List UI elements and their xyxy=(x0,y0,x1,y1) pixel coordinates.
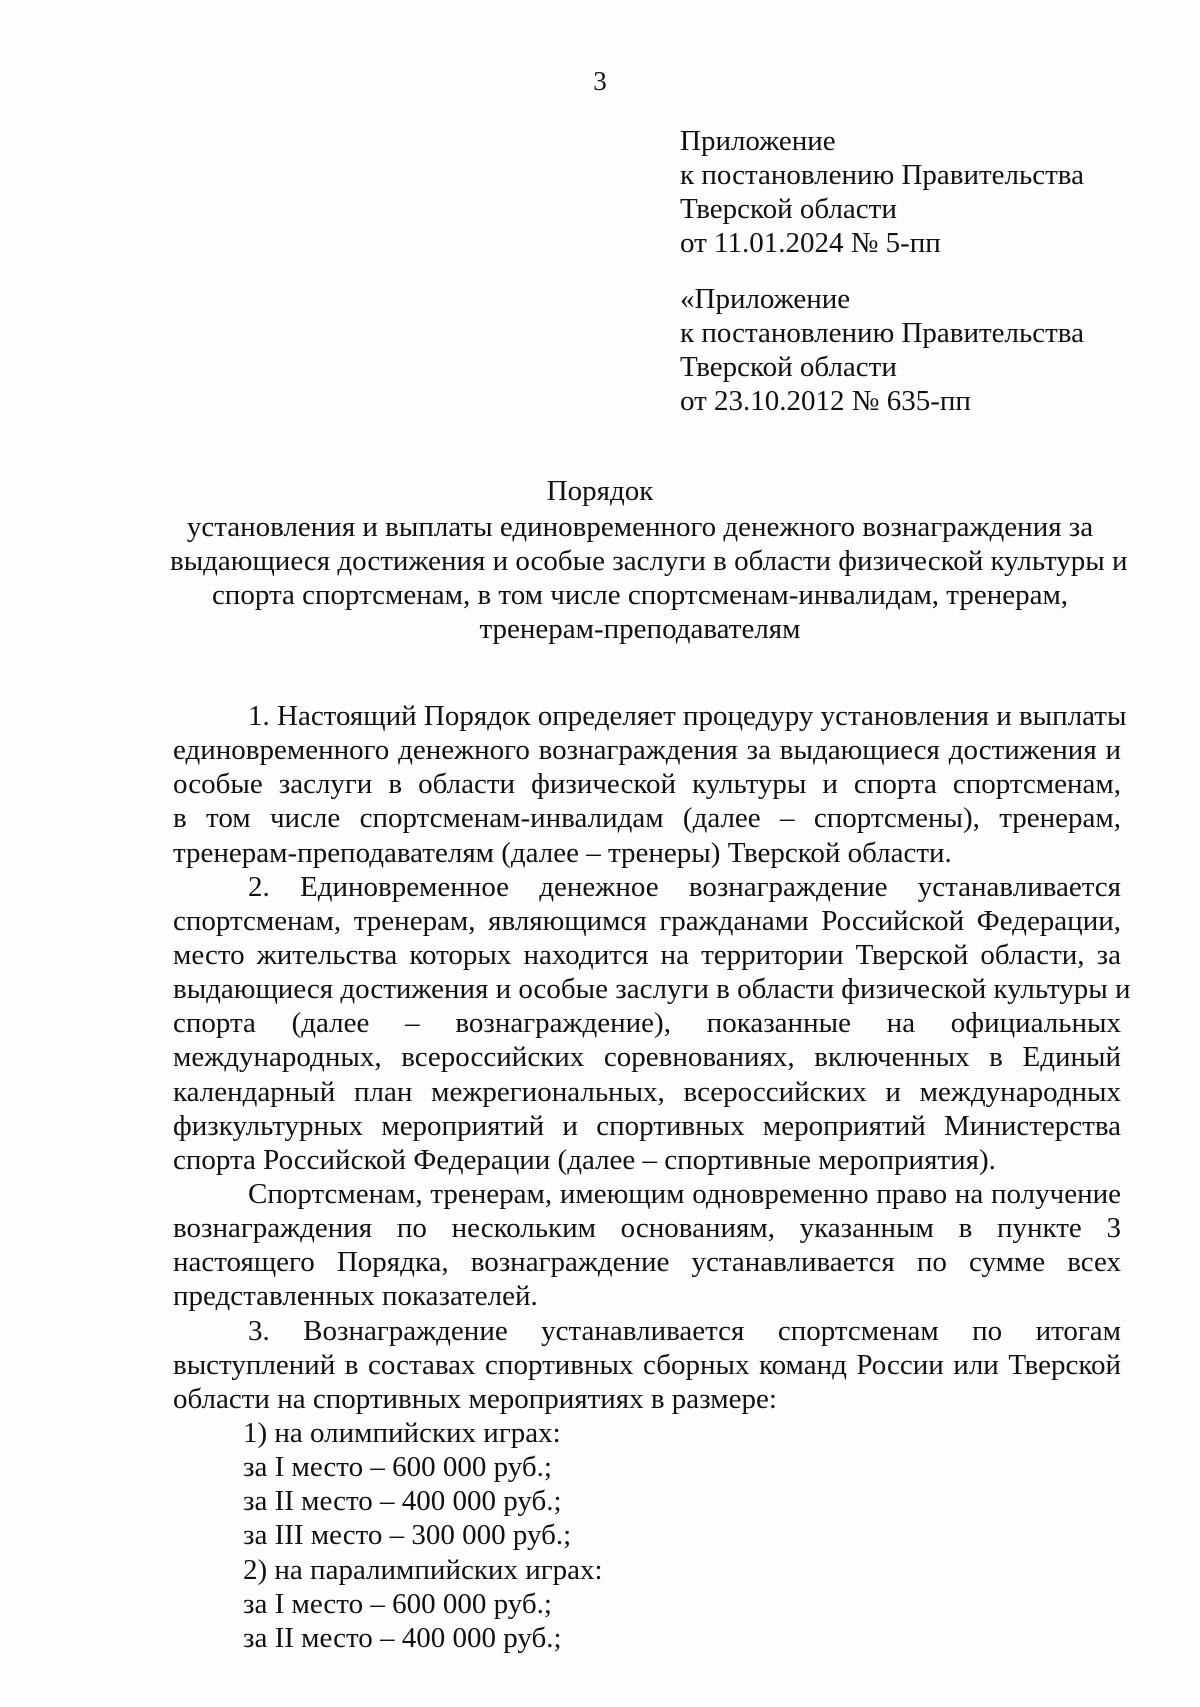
stamp-line: Тверской области xyxy=(680,193,897,225)
list-item: за II место – 400 000 руб.; xyxy=(243,1621,562,1654)
paragraph-2b-line: представленных показателей. xyxy=(173,1280,538,1313)
document-title: Порядок xyxy=(546,475,654,507)
stamp-line: от 23.10.2012 № 635-пп xyxy=(680,385,971,417)
list-heading: 1) на олимпийских играх: xyxy=(243,1416,561,1449)
paragraph-2-line: 2. Единовременное денежное вознаграждение устанавливается xyxy=(248,870,1121,903)
paragraph-2-line: международных, всероссийских соревнованиях, включенных в Единый xyxy=(173,1041,1121,1074)
paragraph-1-line: тренерам-преподавателям (далее – тренеры) Тверской области. xyxy=(173,836,952,869)
stamp-line: Приложение xyxy=(680,125,836,157)
paragraph-2-line: спорта Российской Федерации (далее – спортивные мероприятия). xyxy=(173,1143,996,1176)
stamp-line: «Приложение xyxy=(680,283,851,315)
paragraph-3-line: области на спортивных мероприятиях в размере: xyxy=(173,1382,777,1415)
document-subtitle xyxy=(170,510,1128,646)
document-body xyxy=(173,699,1131,1655)
subtitle-line: выдающиеся достижения и особые заслуги в области физической культуры и xyxy=(170,545,1128,577)
list-heading: 2) на паралимпийских играх: xyxy=(243,1553,603,1586)
list-item: за III место – 300 000 руб.; xyxy=(243,1519,572,1552)
paragraph-2b-line: Спортсменам, тренерам, имеющим одновременно право на получение xyxy=(248,1177,1121,1210)
paragraph-1-line: единовременного денежного вознаграждения за выдающиеся достижения и xyxy=(173,734,1121,767)
list-item: за II место – 400 000 руб.; xyxy=(243,1485,562,1518)
subtitle-line: спорта спортсменам, в том числе спортсменам-инвалидам, тренерам, xyxy=(211,579,1069,611)
paragraph-2b-line: вознаграждения по нескольким основаниям, указанным в пункте 3 xyxy=(173,1212,1121,1245)
paragraph-2-line: физкультурных мероприятий и спортивных мероприятий Министерства xyxy=(173,1109,1121,1142)
paragraph-2b-line: настоящего Порядка, вознаграждение устанавливается по сумме всех xyxy=(173,1246,1121,1279)
paragraph-1-line: 1. Настоящий Порядок определяет процедуру установления и выплаты xyxy=(248,700,1127,732)
stamp-line: к постановлению Правительства xyxy=(680,159,1084,191)
paragraph-1-line: в том числе спортсменам-инвалидам (далее – спортсмены), тренерам, xyxy=(173,802,1121,835)
appendix-stamp-current xyxy=(680,124,1160,260)
paragraph-2-line: спорта (далее – вознаграждение), показанные на официальных xyxy=(173,1007,1121,1040)
paragraph-3-line: 3. Вознаграждение устанавливается спортсменам по итогам xyxy=(248,1314,1121,1347)
subtitle-line: установления и выплаты единовременного денежного вознаграждения за xyxy=(186,511,1094,543)
list-item: за I место – 600 000 руб.; xyxy=(243,1587,552,1620)
paragraph-2-line: календарный план межрегиональных, всероссийских и международных xyxy=(173,1075,1121,1108)
paragraph-1-line: особые заслуги в области физической культуры и спорта спортсменам, xyxy=(173,768,1121,801)
paragraph-2-line: место жительства которых находится на территории Тверской области, за xyxy=(173,938,1121,971)
paragraph-3-line: выступлений в составах спортивных сборных команд России или Тверской xyxy=(173,1348,1121,1381)
paragraph-2-line: выдающиеся достижения и особые заслуги в области физической культуры и xyxy=(173,973,1131,1006)
stamp-line: к постановлению Правительства xyxy=(680,317,1084,349)
page-number: 3 xyxy=(593,66,607,96)
list-item: за I место – 600 000 руб.; xyxy=(243,1451,552,1484)
appendix-stamp-original xyxy=(680,282,1160,418)
stamp-line: от 11.01.2024 № 5-пп xyxy=(680,227,941,259)
subtitle-line: тренерам-преподавателям xyxy=(479,613,801,645)
paragraph-2-line: спортсменам, тренерам, являющимся гражданами Российской Федерации, xyxy=(173,904,1121,937)
stamp-line: Тверской области xyxy=(680,351,897,383)
